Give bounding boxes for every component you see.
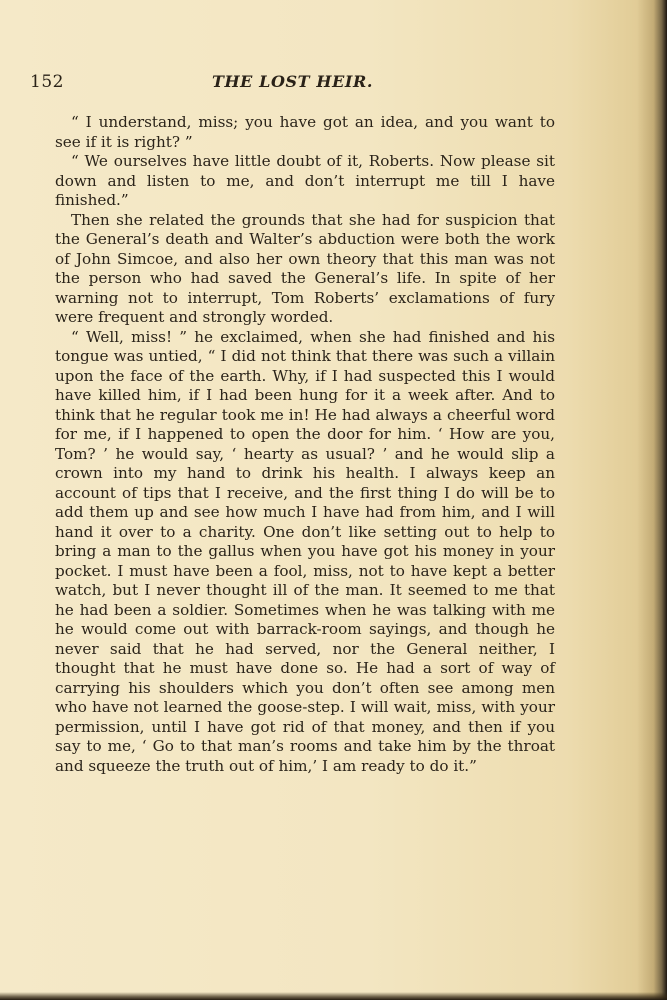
paragraph: Then she related the grounds that she had for suspicion that the General’s death and Walter’s abduction were both the work of John Simcoe, and also her own theory that this man was not the person who had saved the General’s life. In spite of her warning not to interrupt, Tom Roberts’ exclamations of fury were frequent and strongly worded. <box>55 210 555 326</box>
paragraph: “ We ourselves have little doubt of it, Roberts. Now please sit down and listen to me, and don’t interrupt me till I have finished.” <box>55 152 555 209</box>
running-head: THE LOST HEIR. <box>211 72 374 91</box>
paragraph: “ Well, miss! ” he exclaimed, when she had finished and his tongue was untied, “ I did not think that there was such a villain upon the face of the earth. Why, if I had suspected this I would have killed him, if I had been hung for it a week after. And to think that he regular took me in! He had always a cheerful word for me, if I happened to open the door for him. ‘ How are you, Tom? ’ he would say, ‘ hearty as usual? ’ and he would slip a crown into my hand to drink his health. I always keep an account of tips that I receive, and the first thing I do will be to add them up and see how much I have had from him, and I will hand it over to a charity. One don’t like setting out to help to bring a man to the gallus when you have got his money in your pocket. I must have been a fool, miss, not to have kept a better watch, but I never thought ill of the man. It seemed to me that he had been a soldier. Sometimes when he was talking with me he would come out with barrack-room sayings, and though he never said that he had served, nor the General neither, I thought that he must have done so. He had a sort of way of carrying his shoulders which you don’t often see among men who have not learned the goose-step. I will wait, miss, with your permission, until I have got rid of that money, and then if you say to me, ‘ Go to that man’s rooms and take him by the throat and squeeze the truth out of him,’ I am ready to do it.” <box>55 327 555 775</box>
page-bottom-edge <box>0 992 667 1000</box>
page-number: 152 <box>30 72 64 92</box>
page-header <box>30 72 555 96</box>
page-spine-shadow <box>637 0 667 1000</box>
body-text <box>55 113 555 776</box>
paragraph: “ I understand, miss; you have got an idea, and you want to see if it is right? ” <box>55 113 555 151</box>
